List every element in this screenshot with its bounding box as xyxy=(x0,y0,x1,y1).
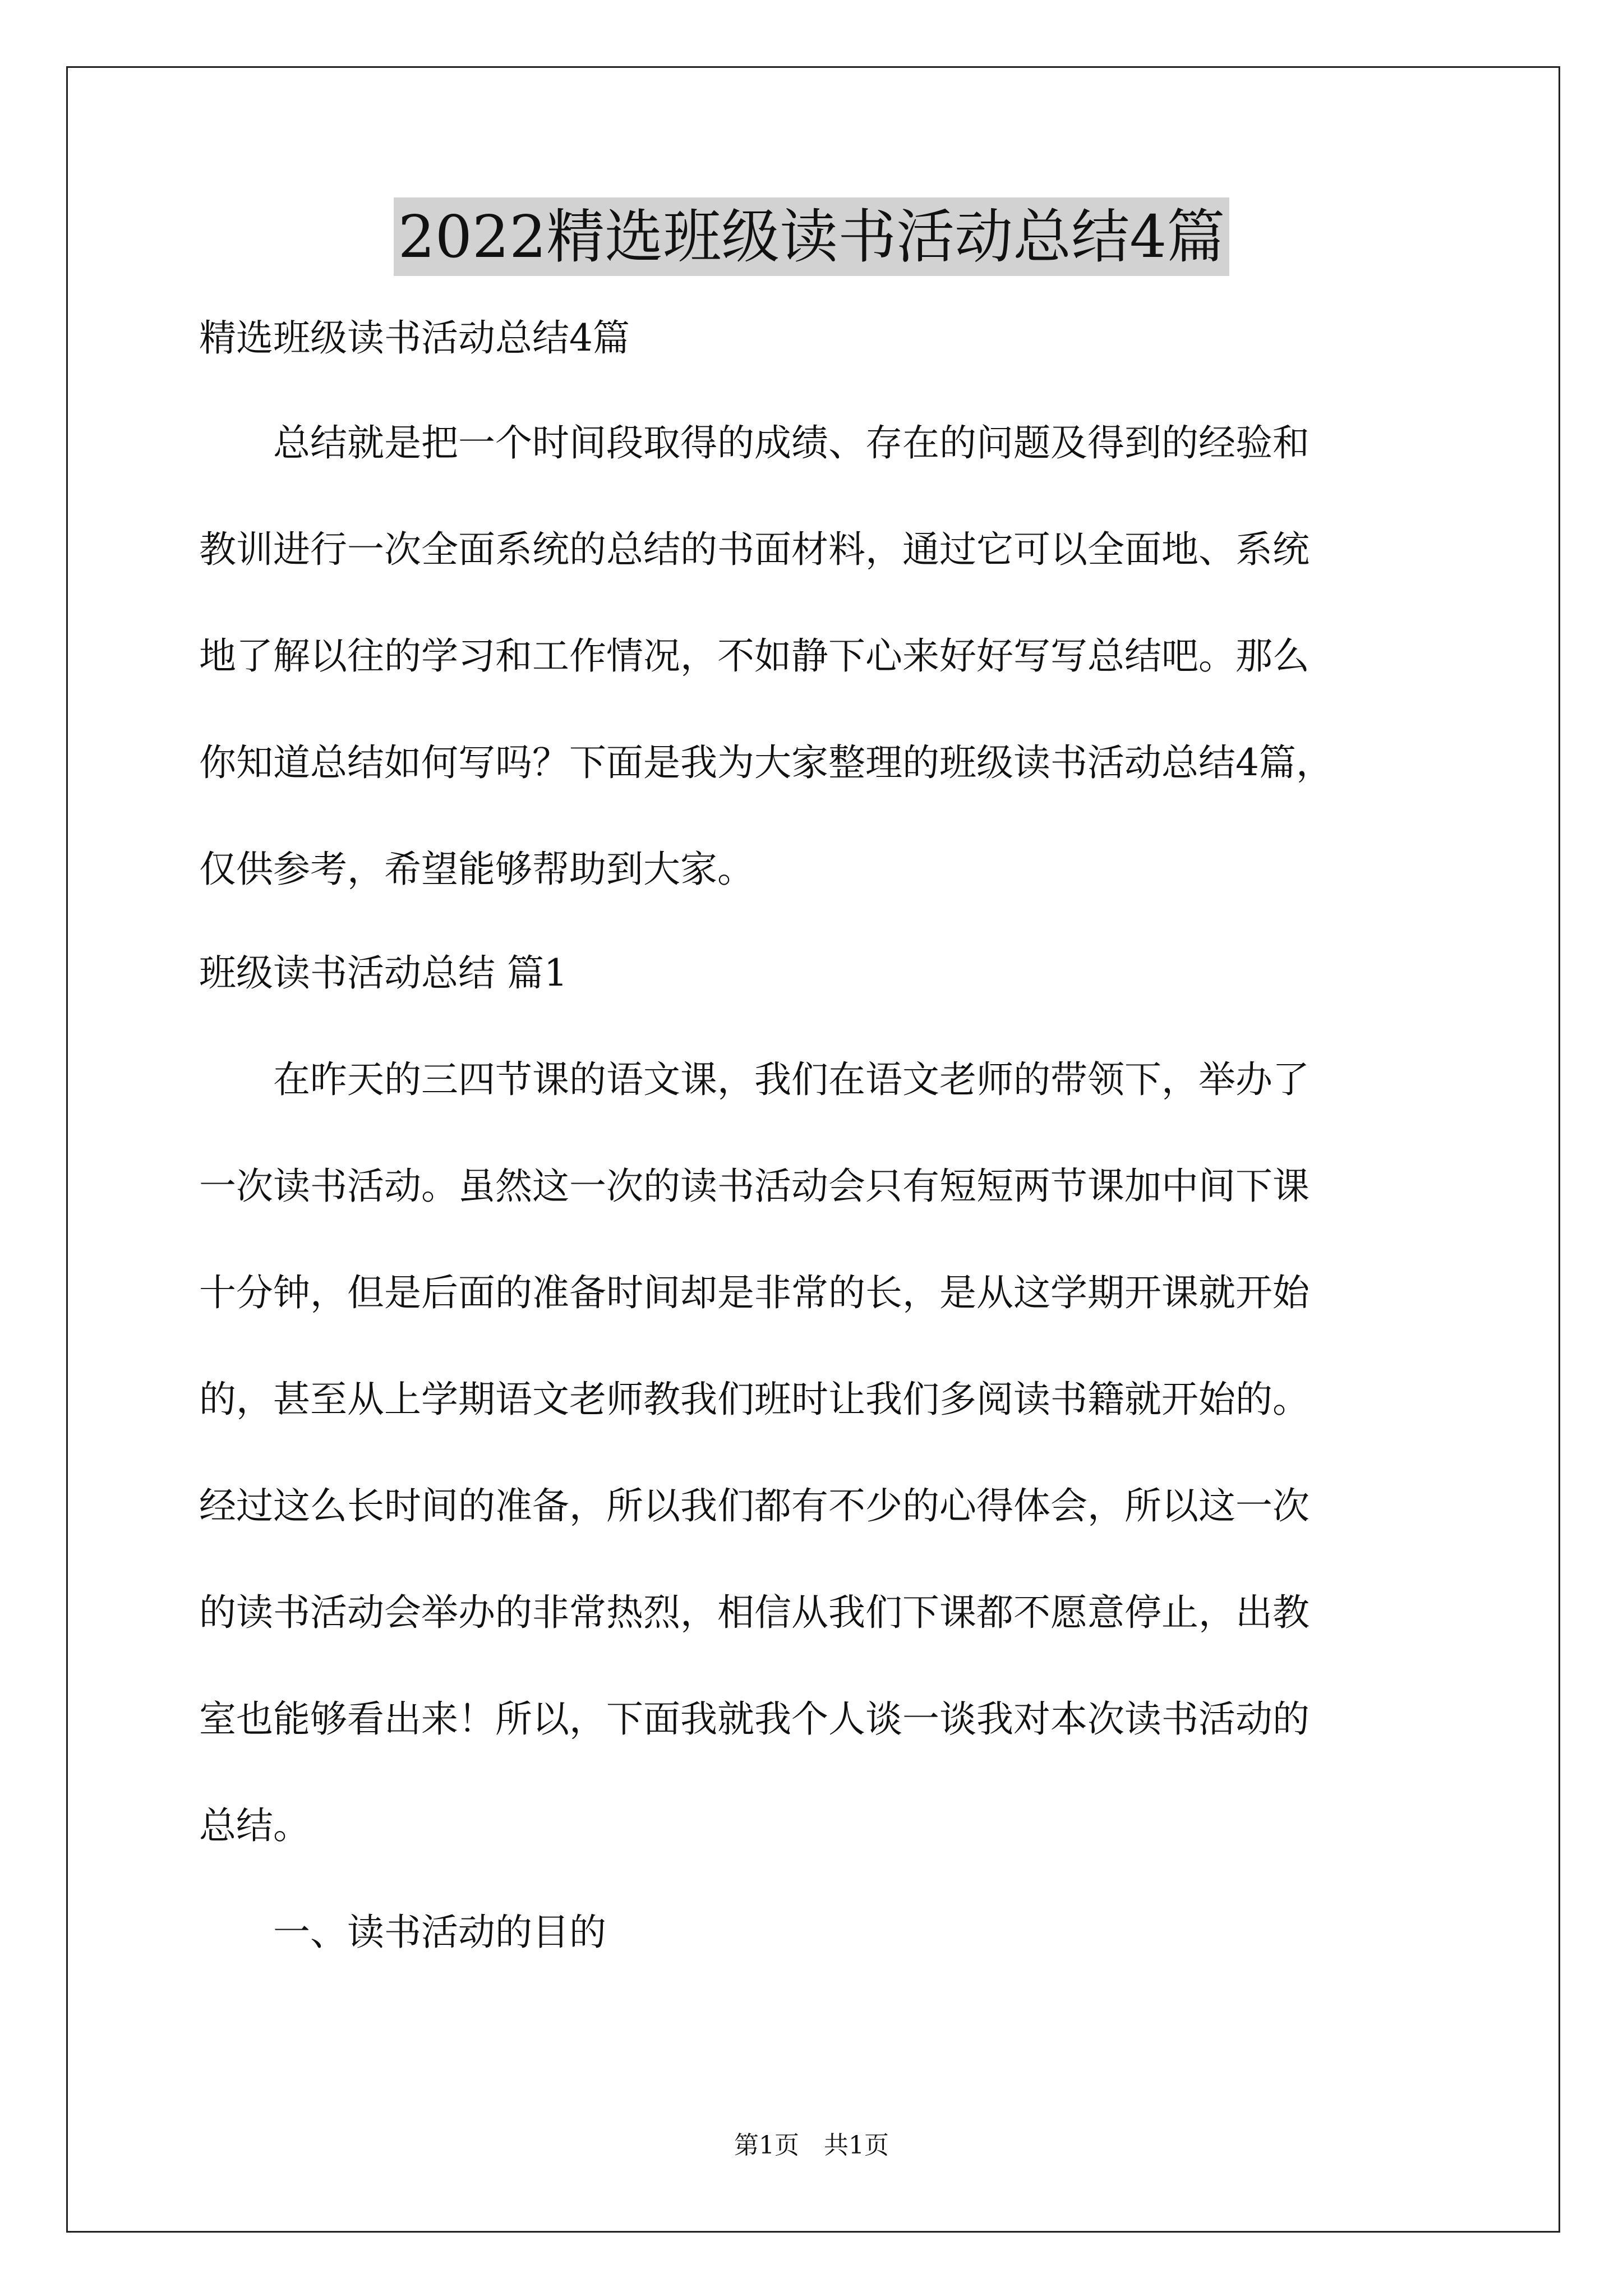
title-block xyxy=(0,197,1623,276)
body-line: 十分钟，但是后面的准备时间却是非常的长，是从这学期开课就开始 xyxy=(199,1271,1310,1314)
document-title: 2022精选班级读书活动总结4篇 xyxy=(394,197,1230,276)
body-line: 教训进行一次全面系统的总结的书面材料，通过它可以全面地、系统 xyxy=(199,528,1310,571)
body-line: 总结。 xyxy=(199,1804,310,1847)
subsection-heading: 一、读书活动的目的 xyxy=(199,1911,606,1954)
body-line: 仅供参考，希望能够帮助到大家。 xyxy=(199,848,754,891)
page-footer: 第1页 共1页 xyxy=(734,2131,889,2160)
body-line: 地了解以往的学习和工作情况，不如静下心来好好写写总结吧。那么 xyxy=(199,634,1310,678)
body-line: 室也能够看出来！所以，下面我就我个人谈一谈我对本次读书活动的 xyxy=(199,1697,1310,1741)
body-line: 在昨天的三四节课的语文课，我们在语文老师的带领下，举办了 xyxy=(199,1058,1310,1101)
body-line: 一次读书活动。虽然这一次的读书活动会只有短短两节课加中间下课 xyxy=(199,1165,1310,1208)
body-line: 你知道总结如何写吗？下面是我为大家整理的班级读书活动总结4篇， xyxy=(199,741,1333,784)
body-line: 的读书活动会举办的非常热烈，相信从我们下课都不愿意停止，出教 xyxy=(199,1591,1310,1634)
subtitle-line: 精选班级读书活动总结4篇 xyxy=(199,316,630,360)
body-line: 的，甚至从上学期语文老师教我们班时让我们多阅读书籍就开始的。 xyxy=(199,1378,1310,1421)
body-line: 总结就是把一个时间段取得的成绩、存在的问题及得到的经验和 xyxy=(199,421,1310,464)
section-heading: 班级读书活动总结 篇1 xyxy=(199,951,568,995)
body-line: 经过这么长时间的准备，所以我们都有不少的心得体会，所以这一次 xyxy=(199,1484,1310,1527)
